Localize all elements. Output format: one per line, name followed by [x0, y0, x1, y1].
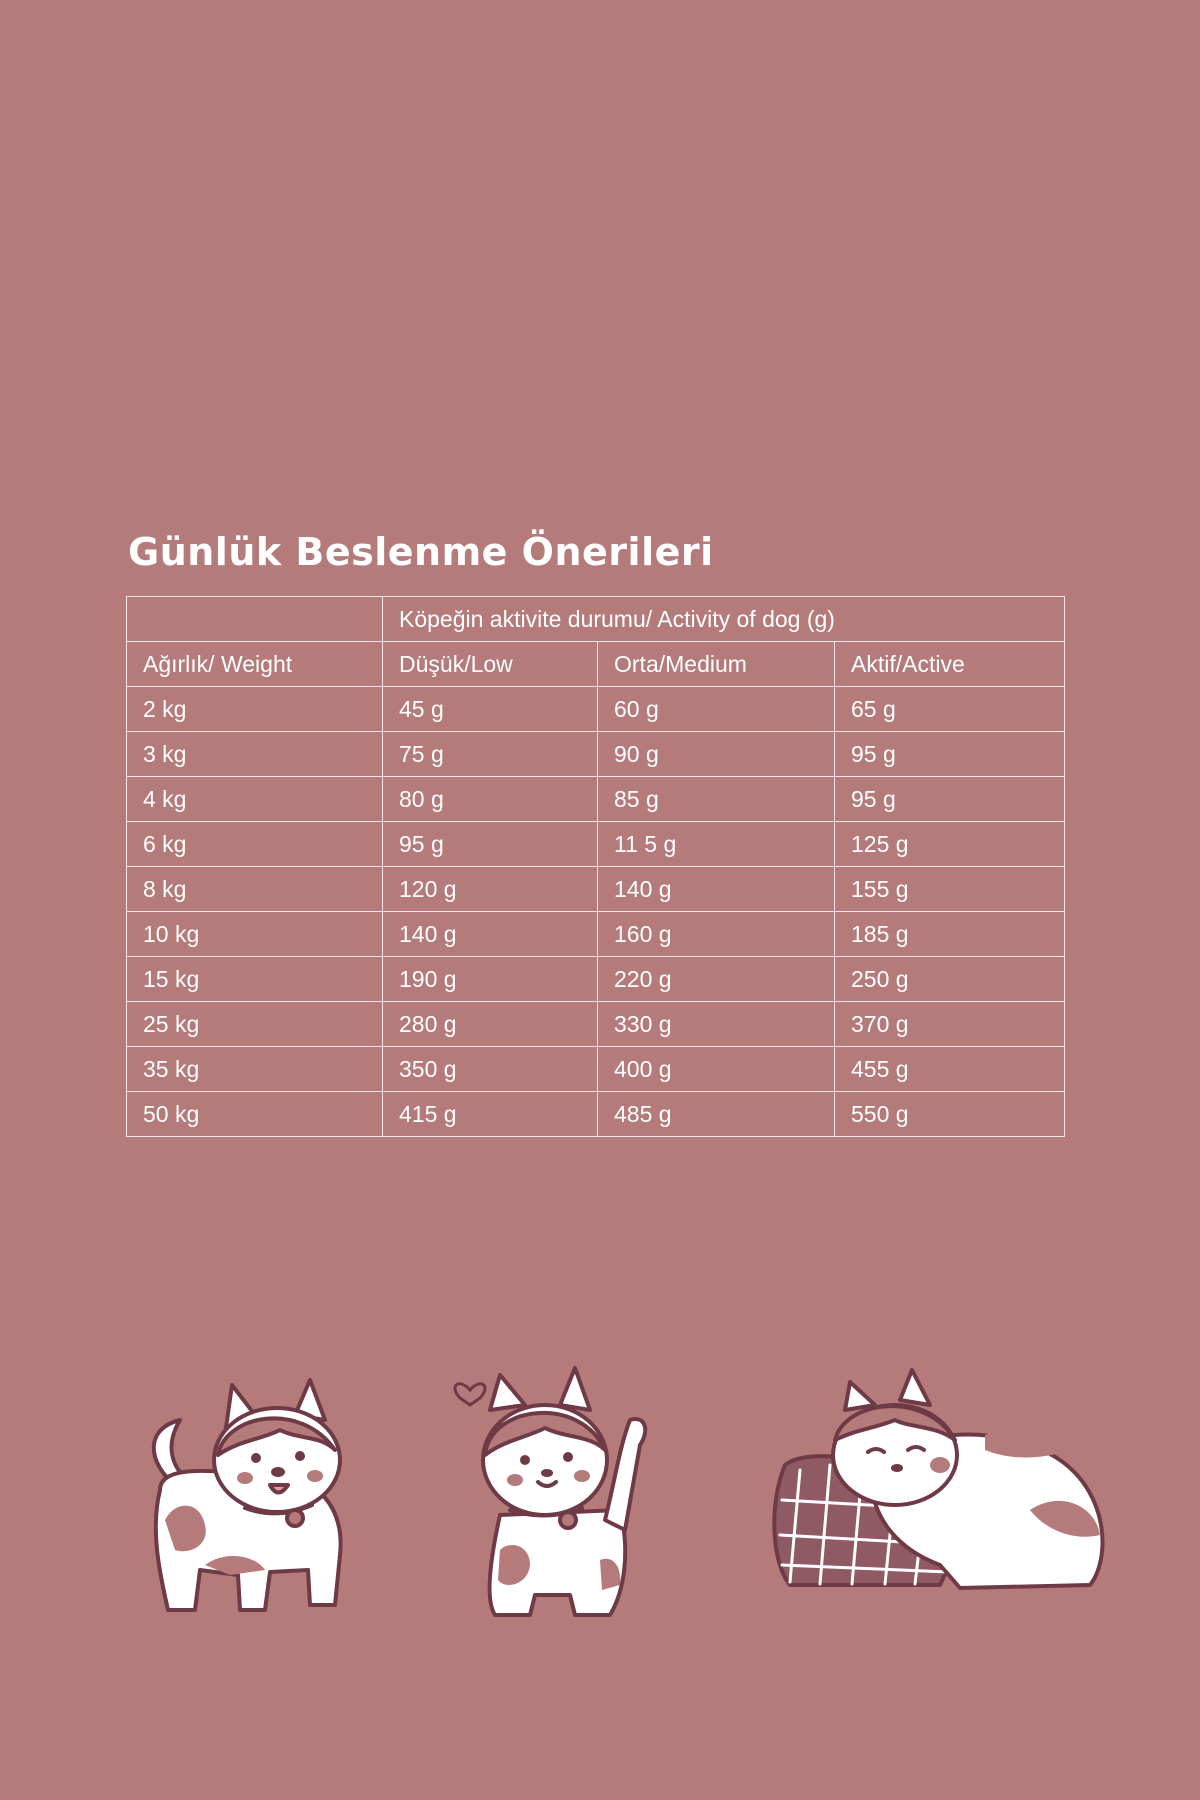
cell-medium: 220 g	[598, 957, 835, 1002]
cell-active: 95 g	[835, 732, 1065, 777]
cell-medium: 400 g	[598, 1047, 835, 1092]
table-row	[127, 777, 1065, 822]
cell-weight: 2 kg	[127, 687, 383, 732]
cell-active: 95 g	[835, 777, 1065, 822]
cell-weight: 6 kg	[127, 822, 383, 867]
table-row	[127, 912, 1065, 957]
cell-weight: 3 kg	[127, 732, 383, 777]
table-corner-cell	[127, 597, 383, 642]
cell-medium: 160 g	[598, 912, 835, 957]
cell-low: 80 g	[383, 777, 598, 822]
husky-sleeping-pillow-icon	[774, 1370, 1102, 1588]
header-active: Aktif/Active	[835, 642, 1065, 687]
cell-weight: 50 kg	[127, 1092, 383, 1137]
cell-active: 155 g	[835, 867, 1065, 912]
table-row	[127, 867, 1065, 912]
cell-active: 185 g	[835, 912, 1065, 957]
activity-group-header: Köpeğin aktivite durumu/ Activity of dog (g)	[383, 597, 1065, 642]
cell-low: 140 g	[383, 912, 598, 957]
cell-active: 250 g	[835, 957, 1065, 1002]
header-weight: Ağırlık/ Weight	[127, 642, 383, 687]
cell-low: 280 g	[383, 1002, 598, 1047]
cell-medium: 140 g	[598, 867, 835, 912]
cell-weight: 8 kg	[127, 867, 383, 912]
cell-low: 75 g	[383, 732, 598, 777]
table-row	[127, 1047, 1065, 1092]
heart-icon	[455, 1384, 485, 1405]
table-row	[127, 957, 1065, 1002]
husky-illustrations	[0, 1360, 1200, 1640]
feeding-table	[126, 596, 1065, 1137]
cell-weight: 15 kg	[127, 957, 383, 1002]
page-title: Günlük Beslenme Önerileri	[128, 530, 714, 574]
cell-low: 415 g	[383, 1092, 598, 1137]
cell-medium: 90 g	[598, 732, 835, 777]
cell-active: 65 g	[835, 687, 1065, 732]
header-medium: Orta/Medium	[598, 642, 835, 687]
husky-standing-icon	[154, 1380, 341, 1610]
cell-medium: 330 g	[598, 1002, 835, 1047]
cell-weight: 4 kg	[127, 777, 383, 822]
cell-medium: 11 5 g	[598, 822, 835, 867]
table-row	[127, 1002, 1065, 1047]
table-header-row	[127, 642, 1065, 687]
cell-active: 550 g	[835, 1092, 1065, 1137]
table-row	[127, 732, 1065, 777]
cell-low: 120 g	[383, 867, 598, 912]
cell-medium: 85 g	[598, 777, 835, 822]
cell-medium: 485 g	[598, 1092, 835, 1137]
table-group-header-row	[127, 597, 1065, 642]
cell-active: 125 g	[835, 822, 1065, 867]
cell-weight: 35 kg	[127, 1047, 383, 1092]
table-row	[127, 687, 1065, 732]
cell-low: 190 g	[383, 957, 598, 1002]
cell-low: 45 g	[383, 687, 598, 732]
table-row	[127, 1092, 1065, 1137]
cell-weight: 10 kg	[127, 912, 383, 957]
cell-weight: 25 kg	[127, 1002, 383, 1047]
cell-medium: 60 g	[598, 687, 835, 732]
cell-low: 350 g	[383, 1047, 598, 1092]
husky-waving-icon	[483, 1368, 645, 1615]
cell-active: 455 g	[835, 1047, 1065, 1092]
cell-low: 95 g	[383, 822, 598, 867]
table-row	[127, 822, 1065, 867]
cell-active: 370 g	[835, 1002, 1065, 1047]
header-low: Düşük/Low	[383, 642, 598, 687]
